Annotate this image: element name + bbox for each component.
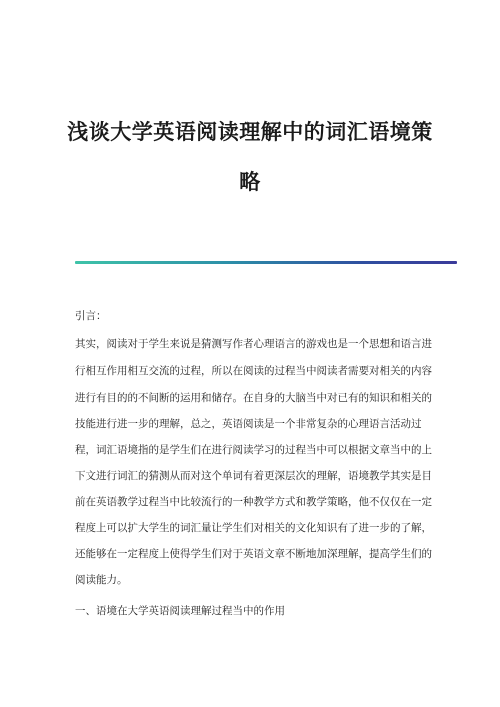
document-title-line-1: 浅谈大学英语阅读理解中的词汇语境策 (67, 119, 433, 144)
paragraph-line: 行相互作用相互交流的过程，所以在阅读的过程当中阅读者需要对相关的内容 (75, 365, 432, 377)
document-title-line-2: 略 (239, 169, 261, 194)
paragraph-line: 下文进行词汇的猜测从而对这个单词有着更深层次的理解，语境教学其实是目 (75, 470, 432, 482)
paragraph-line: 前在英语教学过程当中比较流行的一种教学方式和教学策略，他不仅仅在一定 (75, 496, 432, 508)
paragraph-line: 程度上可以扩大学生的词汇量让学生们对相关的文化知识有了进一步的了解， (75, 522, 432, 534)
paragraph-line: 程，词汇语境指的是学生们在进行阅读学习的过程当中可以根据文章当中的上 (75, 444, 432, 456)
title-divider (75, 261, 457, 264)
paragraph-line: 进行有目的的不间断的运用和储存。在自身的大脑当中对已有的知识和相关的 (75, 392, 432, 404)
paragraph-line: 阅读能力。 (75, 574, 128, 586)
paragraph-line: 技能进行进一步的理解，总之，英语阅读是一个非常复杂的心理语言活动过 (75, 418, 422, 430)
intro-label: 引言： (75, 310, 107, 322)
paragraph-line: 还能够在一定程度上使得学生们对于英语文章不断地加深理解，提高学生们的 (75, 548, 432, 560)
section-heading: 一、语境在大学英语阅读理解过程当中的作用 (75, 605, 285, 617)
paragraph-line: 其实，阅读对于学生来说是猜测写作者心理语言的游戏也是一个思想和语言进 (75, 338, 432, 350)
